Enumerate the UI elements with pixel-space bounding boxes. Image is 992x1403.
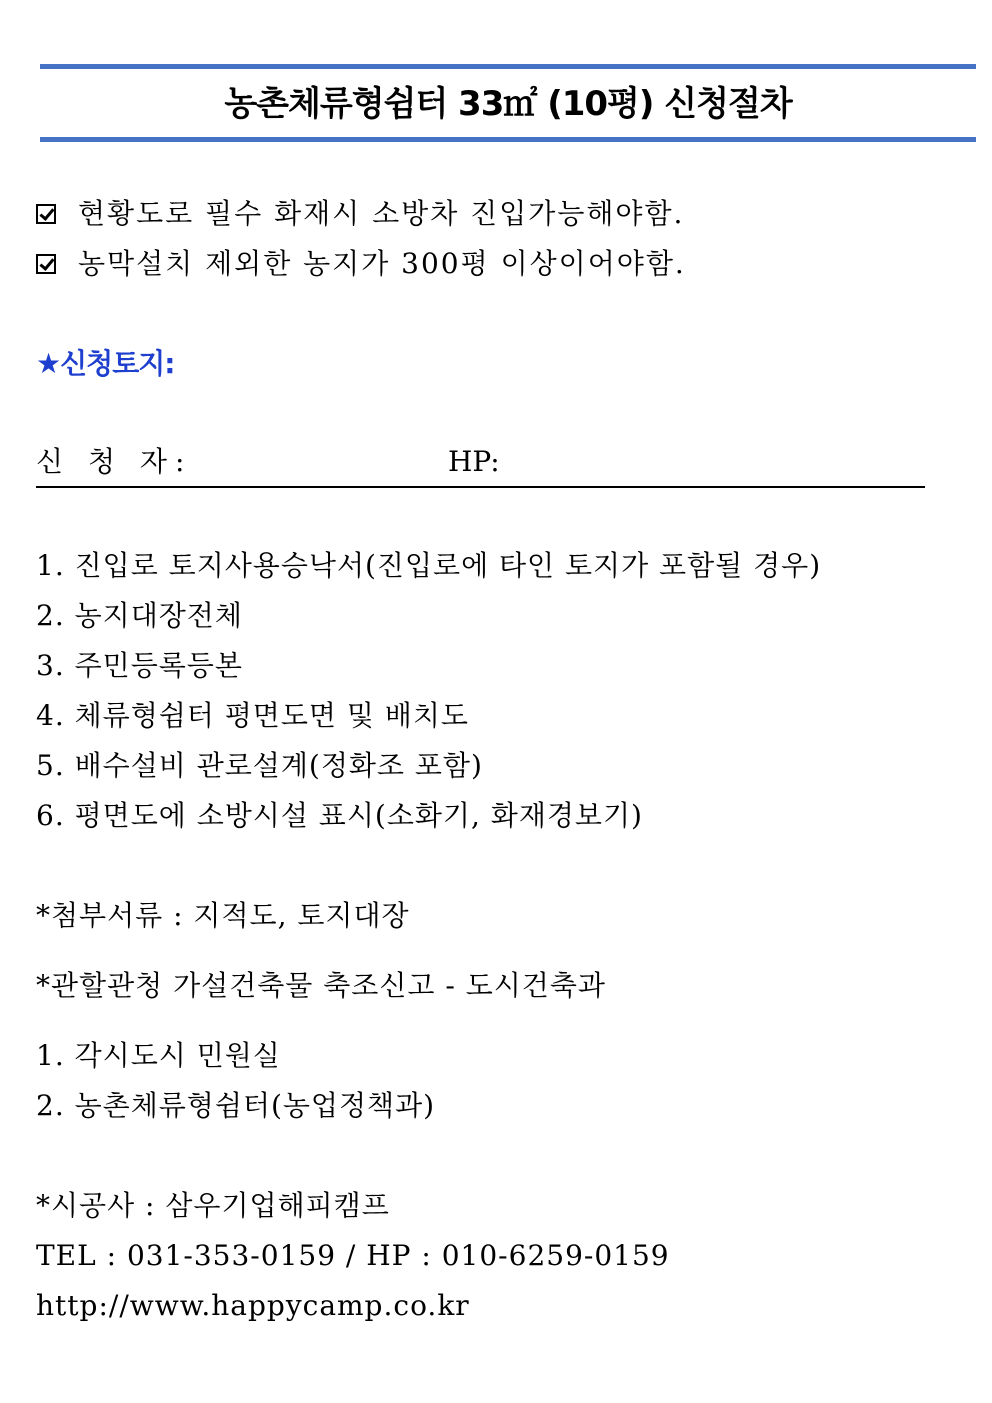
title-top-rule [40, 64, 976, 69]
checkbox-checked-icon [36, 254, 56, 274]
document-item: 2. 농지대장전체 [36, 599, 243, 632]
contact-info: TEL : 031-353-0159 / HP : 010-6259-0159 [36, 1239, 670, 1272]
title-bottom-rule [40, 137, 976, 142]
website-link[interactable]: http://www.happycamp.co.kr [36, 1289, 470, 1322]
applicant-field [36, 440, 925, 488]
attachments-note: *첨부서류 : 지적도, 토지대장 [36, 899, 410, 932]
hp-label: HP: [448, 445, 500, 478]
requirement-item [36, 244, 686, 284]
checkbox-checked-icon [36, 204, 56, 224]
document-item: 1. 진입로 토지사용승낙서(진입로에 타인 토지가 포함될 경우) [36, 549, 822, 582]
requirement-text: 농막설치 제외한 농지가 300평 이상이어야함. [78, 247, 686, 280]
jurisdiction-note: *관할관청 가설건축물 축조신고 - 도시건축과 [36, 969, 606, 1002]
office-item: 1. 각시도시 민원실 [36, 1039, 281, 1072]
office-item: 2. 농촌체류형쉼터(농업정책과) [36, 1089, 436, 1122]
requirement-text: 현황도로 필수 화재시 소방차 진입가능해야함. [78, 197, 685, 230]
document-item: 4. 체류형쉼터 평면도면 및 배치도 [36, 699, 469, 732]
requirement-item [36, 194, 684, 234]
section-heading: ★신청토지: [36, 347, 175, 380]
contractor-info: *시공사 : 삼우기업해피캠프 [36, 1189, 390, 1222]
document-item: 6. 평면도에 소방시설 표시(소화기, 화재경보기) [36, 799, 643, 832]
applicant-label: 신 청 자: [36, 445, 193, 478]
page-title: 농촌체류형쉼터 33㎡ (10평) 신청절차 [224, 84, 792, 124]
document-item: 5. 배수설비 관로설계(정화조 포함) [36, 749, 483, 782]
document-item: 3. 주민등록등본 [36, 649, 243, 682]
